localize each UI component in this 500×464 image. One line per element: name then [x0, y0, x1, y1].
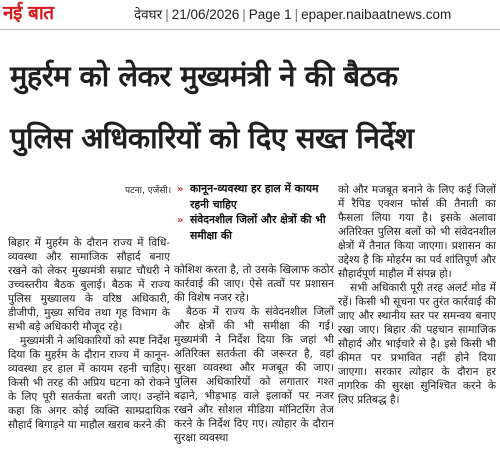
- edition-date: 21/06/2026: [171, 7, 240, 22]
- edition-meta: [134, 0, 451, 30]
- chevron-right-icon: »: [177, 184, 184, 195]
- edition-city: देवघर: [134, 7, 163, 22]
- masthead-bar: [0, 0, 500, 30]
- headline-line-1: मुहर्रम को लेकर मुख्यमंत्री ने की बैठक: [10, 59, 398, 93]
- article-column-2: [174, 263, 334, 464]
- newspaper-logo[interactable]: [3, 2, 127, 28]
- article-column-1: [8, 236, 170, 464]
- headline-line-2: पुलिस अधिकारियों को दिए सख्त निर्देश: [10, 121, 414, 155]
- paragraph: बिहार में मुहर्रम के दौरान राज्य में विधि-व्यवस्था और सामाजिक सौहार्द बनाए रखने को लेकर मुख्यमंत्री सम्राट चौधरी ने उच्चस्तरीय बैठक बुलाई। बैठक में राज्य पुलिस मुख्यालय के वरिष्ठ अधिकारी, डीजीपी, मुख्य सचिव तथा गृह विभाग के सभी बड़े अधिकारी मौजूद रहे।: [8, 237, 170, 333]
- pullquote-box: [176, 181, 331, 259]
- chevron-right-icon: »: [177, 215, 184, 226]
- page-number: Page 1: [248, 7, 292, 22]
- pullquote-text: कानून-व्यवस्था हर हाल में कायम रहनी चाहिए: [190, 182, 319, 211]
- dateline: पटना, एजेंसी।: [125, 186, 172, 196]
- site-url[interactable]: epaper.naibaatnews.com: [301, 7, 452, 22]
- paragraph: को और मजबूत बनाने के लिए कई जिलों में रैपिड एक्शन फोर्स की तैनाती का फैसला लिया गया है। इसके अलावा अतिरिक्त पुलिस बलों को भी संवेदनशील क्षेत्रों में तैनात किया जाएगा। प्रशासन का उद्देश्य है कि मोहर्रम का पर्व शांतिपूर्ण और सौहार्दपूर्ण माहौल में संपन्न हो।: [338, 184, 496, 280]
- article-column-3: [338, 183, 496, 464]
- meta-separator: |: [294, 7, 299, 22]
- paragraph: सभी अधिकारी पूरी तरह अलर्ट मोड में रहें। किसी भी सूचना पर तुरंत कार्रवाई की जाए और स्थानीय स्तर पर समन्वय बनाए रखा जाए। बिहार की पहचान सामाजिक सौहार्द और भाईचारे से है। इसे किसी भी कीमत पर प्रभावित नहीं होने दिया जाएगा। सरकार त्योहार के दौरान हर नागरिक की सुरक्षा सुनिश्चित करने के लिए प्रतिबद्ध है।: [338, 282, 496, 406]
- pullquote-item: [176, 212, 331, 243]
- pullquote-text: संवेदनशील जिलों और क्षेत्रों की भी समीक्षा की: [190, 213, 326, 242]
- paragraph: कोशिश करता है, तो उसके खिलाफ कठोर कार्रवाई की जाए। ऐसे तत्वों पर प्रशासन की विशेष नजर रहे।: [174, 264, 334, 304]
- meta-separator: |: [165, 7, 169, 22]
- pullquote-item: [176, 181, 331, 212]
- paragraph: मुख्यमंत्री ने अधिकारियों को स्पष्ट निर्देश दिया कि मुहर्रम के दौरान राज्य में कानून-व्यवस्था हर हाल में कायम रहनी चाहिए। किसी भी तरह की अप्रिय घटना को रोकने के लिए पूरी सतर्कता बरती जाए। उन्होंने कहा कि अगर कोई व्यक्ति साम्प्रदायिक सौहार्द बिगाड़ने या माहौल खराब करने की: [8, 335, 170, 431]
- meta-separator: |: [242, 7, 246, 22]
- logo-text: नई बात: [3, 2, 54, 24]
- paragraph: बैठक में राज्य के संवेदनशील जिलों और क्षेत्रों की भी समीक्षा की गई। मुख्यमंत्री ने निर्देश दिया कि जहां भी अतिरिक्त सतर्कता की जरूरत है, वहां सुरक्षा व्यवस्था और मजबूत की जाए। पुलिस अधिकारियों को लगातार गश्त बढ़ाने, भीड़भाड़ वाले इलाकों पर नजर रखने और सोशल मीडिया मॉनिटरिंग तेज करने के निर्देश दिए गए। त्योहार के दौरान सुरक्षा व्यवस्था: [174, 306, 334, 444]
